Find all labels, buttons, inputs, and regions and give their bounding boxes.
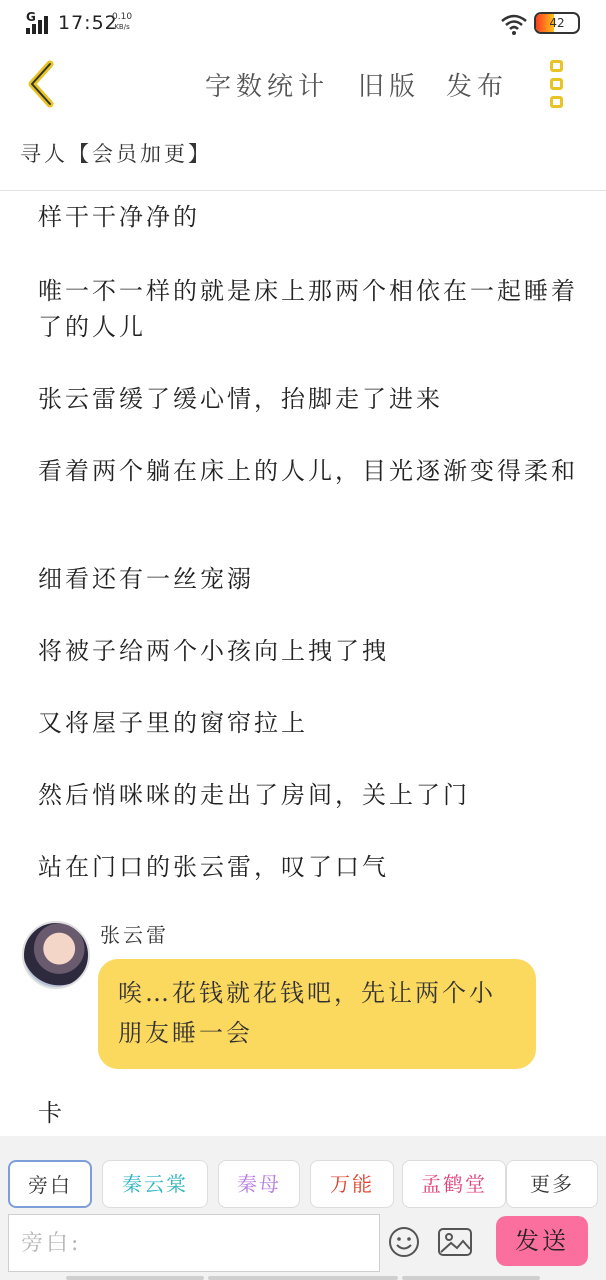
speaker-name: 张云雷: [100, 923, 169, 947]
nav-gesture-bar: [402, 1276, 540, 1280]
role-qin-yuntang[interactable]: 秦云棠: [102, 1160, 208, 1208]
net-speed: [112, 12, 132, 32]
battery-level: 42: [549, 16, 565, 30]
clock: 17:52: [58, 12, 118, 34]
send-button[interactable]: 发送: [496, 1216, 588, 1266]
paragraph: 看着两个躺在床上的人儿，目光逐渐变得柔和: [38, 457, 578, 485]
app-header: [0, 48, 606, 120]
avatar[interactable]: [22, 921, 90, 989]
paragraph: 样干干净净的: [38, 203, 200, 231]
image-icon[interactable]: [437, 1226, 473, 1258]
paragraph: 唯一不一样的就是床上那两个相依在一起睡着了的人儿: [38, 277, 578, 341]
story-content[interactable]: [0, 191, 606, 1136]
story-title: 寻人【会员加更】: [20, 142, 212, 166]
role-wanneng[interactable]: 万能: [310, 1160, 394, 1208]
network-type: G: [26, 10, 36, 24]
paragraph: 细看还有一丝宠溺: [38, 565, 254, 593]
status-bar: [0, 0, 606, 48]
paragraph: 又将屋子里的窗帘拉上: [38, 709, 308, 737]
paragraph: 站在门口的张云雷，叹了口气: [38, 853, 389, 881]
dialogue-bubble[interactable]: 唉…花钱就花钱吧，先让两个小朋友睡一会: [98, 959, 536, 1069]
net-speed-unit: KB/s: [114, 23, 130, 31]
message-input[interactable]: [8, 1214, 380, 1272]
paragraph: 然后悄咪咪的走出了房间，关上了门: [38, 781, 470, 809]
more-vertical-icon[interactable]: [548, 60, 566, 110]
old-version-button[interactable]: 旧版: [358, 72, 421, 102]
role-qin-mu[interactable]: 秦母: [218, 1160, 300, 1208]
net-speed-value: 0.10: [112, 12, 133, 22]
role-narrator[interactable]: 旁白: [8, 1160, 92, 1208]
publish-button[interactable]: 发布: [446, 72, 509, 102]
back-icon[interactable]: [22, 56, 62, 112]
word-count-button[interactable]: 字数统计: [205, 72, 330, 102]
nav-gesture-bar: [208, 1276, 398, 1280]
role-meng-hetang[interactable]: 孟鹤堂: [402, 1160, 506, 1208]
smiley-icon[interactable]: [388, 1226, 420, 1258]
composer-bar: [0, 1136, 606, 1280]
signal-icon: [26, 10, 52, 34]
paragraph: 卡: [38, 1099, 65, 1127]
nav-gesture-bar: [66, 1276, 204, 1280]
more-roles-button[interactable]: 更多: [506, 1160, 598, 1208]
paragraph: 张云雷缓了缓心情，抬脚走了进来: [38, 385, 443, 413]
wifi-icon: [500, 12, 528, 36]
paragraph: 将被子给两个小孩向上拽了拽: [38, 637, 389, 665]
battery-icon: [534, 12, 580, 34]
